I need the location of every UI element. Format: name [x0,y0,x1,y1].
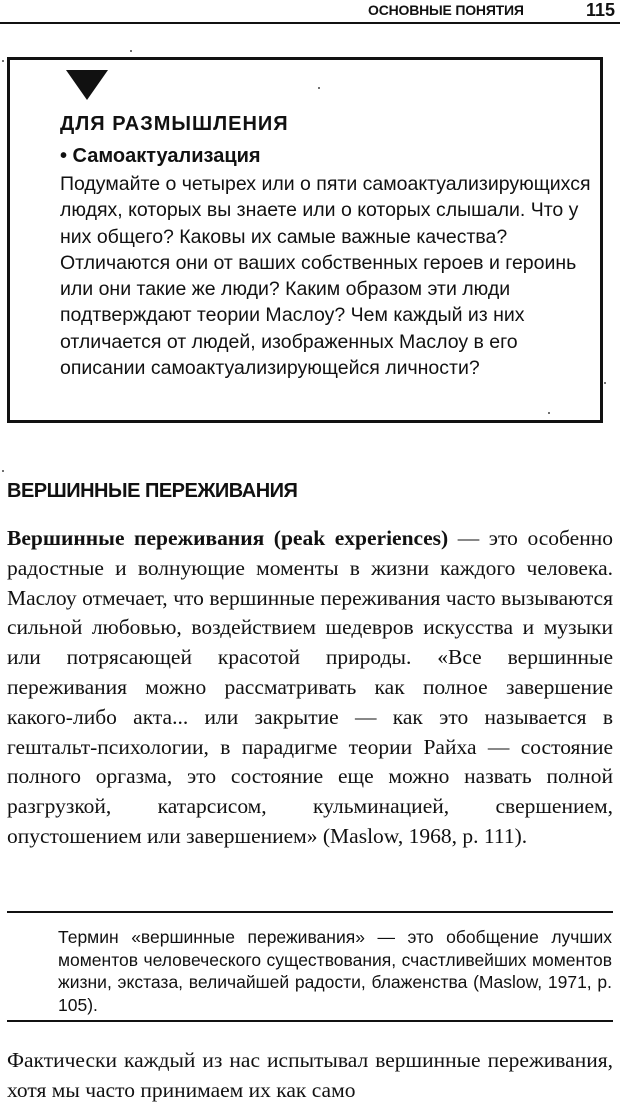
paragraph-rest: — это особенно радостные и волнующие моменты в жизни каждого человека. Маслоу отмечает, что вершинные переживания часто вызываются сильной любовью, воздействием шедевров искусства и музыки или потрясающей красотой природы. «Все вершинные переживания можно рассматривать как полное завершение какого-либо акта... или закрытие — как это называется в гештальт-психологии, в парадигме теории Райха — состояние полного оргазма, это состояние еще можно назвать полной разгрузкой, катарсисом, кульминацией, свершением, опустошением или завершением» (Maslow, 1968, p. 111). [7,526,613,848]
section-paragraph [7,524,613,852]
section-heading: ВЕРШИННЫЕ ПЕРЕЖИВАНИЯ [7,480,298,502]
scan-speck [318,87,320,89]
definition-text: Термин «вершинные переживания» — это обобщение лучших моментов человеческого существования, счастливейших моментов жизни, экстаза, величайшей радости, блаженства (Maslow, 1971, p. 105). [58,927,612,1015]
continuation-paragraph: Фактически каждый из нас испытывал вершинные переживания, хотя мы часто принимаем их как само [7,1048,613,1102]
definition-rule-bottom [7,1020,613,1022]
header-rule [0,22,620,24]
definition-rule-top [7,911,613,913]
scan-speck [2,60,4,62]
scan-speck [130,50,132,52]
scan-speck [2,470,4,472]
page-number: 115 [586,0,616,20]
reflection-box-subtitle: • Самоактуализация [60,145,261,167]
scan-speck [604,382,606,384]
reflection-box-title: ДЛЯ РАЗМЫШЛЕНИЯ [60,113,289,135]
scan-speck [548,412,550,414]
term-bold: Вершинные переживания (peak experiences) [7,526,449,550]
reflection-box-text: Подумайте о четырех или о пяти самоактуализирующихся людях, которых вы знаете или о которых слышали. Что у них общего? Каковы их самые важные качества? Отличаются они от ваших собственных героев и героинь или они такие же люди? Каким образом эти люди подтверждают теории Маслоу? Чем каждый из них отличается от людей, изображенных Маслоу в его описании самоактуализирующейся личности? [60,173,591,380]
running-head: ОСНОВНЫЕ ПОНЯТИЯ [368,2,524,18]
triangle-marker-icon [66,70,108,100]
page-header [0,0,620,24]
